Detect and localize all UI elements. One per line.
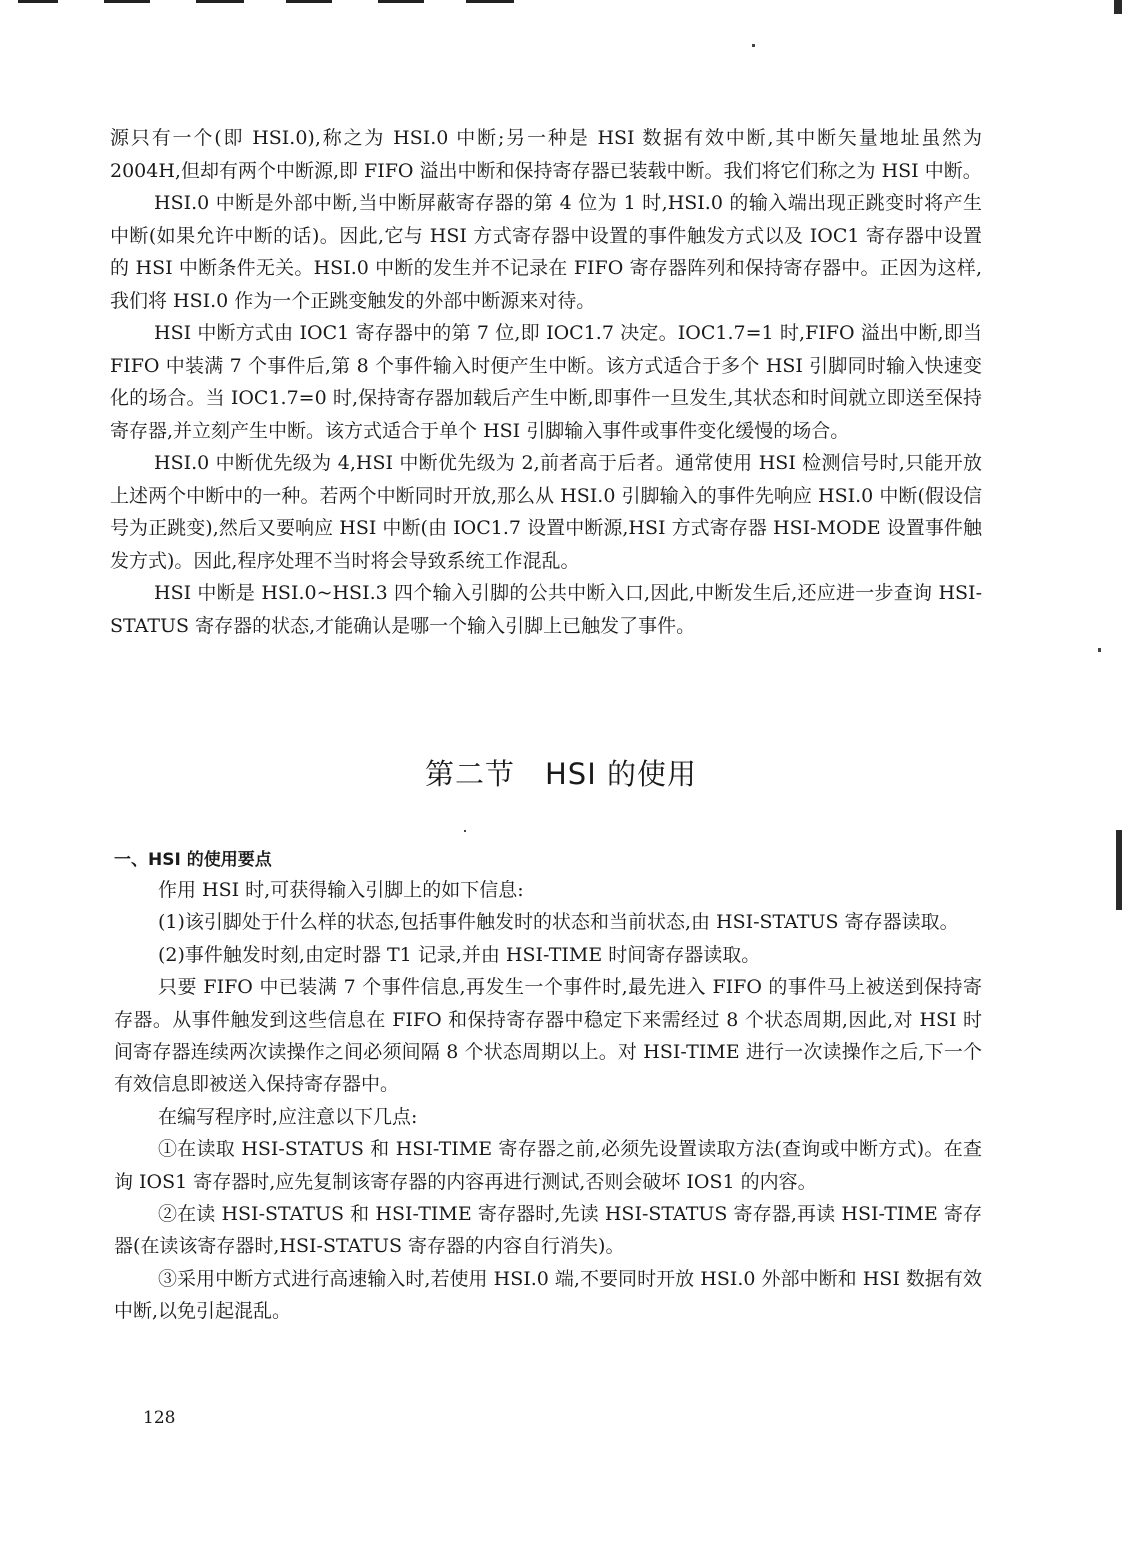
top-scan-rule [18,0,58,3]
body-paragraph: HSI.0 中断是外部中断,当中断屏蔽寄存器的第 4 位为 1 时,HSI.0 的输入端出现正跳变时将产生中断(如果允许中断的话)。因此,它与 HSI 方式寄存器中设置的事件触发方式以及 IOC1 寄存器中设置的 HSI 中断条件无关。HSI.0 中断的发生并不记录在 FIFO 寄存器阵列和保持寄存器中。正因为这样,我们将 HSI.0 作为一个正跳变触发的外部中断源来对待。 [110,192,982,312]
page-number: 128 [143,1408,176,1428]
body-paragraph: ②在读 HSI-STATUS 和 HSI-TIME 寄存器时,先读 HSI-STATUS 寄存器,再读 HSI-TIME 寄存器(在读该寄存器时,HSI-STATUS 寄存器的内容自行消失)。 [114,1203,982,1258]
continuation-block [110,122,982,642]
body-paragraph: (1)该引脚处于什么样的状态,包括事件触发时的状态和当前状态,由 HSI-STATUS 寄存器读取。 [158,911,959,934]
top-scan-rule [378,0,424,3]
scan-speck [1098,648,1101,652]
top-scan-rule [104,0,150,3]
right-scan-edge [1114,0,1122,14]
body-paragraph: HSI 中断是 HSI.0~HSI.3 四个输入引脚的公共中断入口,因此,中断发生后,还应进一步查询 HSI-STATUS 寄存器的状态,才能确认是哪一个输入引脚上已触发了事件。 [110,582,982,637]
section-title: 第二节 HSI 的使用 [425,757,697,791]
scan-speck [752,44,755,47]
top-scan-rule [466,0,514,3]
body-paragraph: (2)事件触发时刻,由定时器 T1 记录,并由 HSI-TIME 时间寄存器读取。 [158,943,761,966]
top-scan-rule [286,0,332,3]
body-paragraph: 在编写程序时,应注意以下几点: [158,1105,418,1128]
continuation-paragraph: 源只有一个(即 HSI.0),称之为 HSI.0 中断;另一种是 HSI 数据有效中断,其中断矢量地址虽然为 2004H,但却有两个中断源,即 FIFO 溢出中断和保持寄存器已装载中断。我们将它们称之为 HSI 中断。 [110,127,982,182]
body-paragraph: 只要 FIFO 中已装满 7 个事件信息,再发生一个事件时,最先进入 FIFO 的事件马上被送到保持寄存器。从事件触发到这些信息在 FIFO 和保持寄存器中稳定下来需经过 8 个状态周期,因此,对 HSI 时间寄存器连续两次读操作之间必须间隔 8 个状态周期以上。对 HSI-TIME 进行一次读操作之后,下一个有效信息即被送入保持寄存器中。 [114,976,982,1096]
scan-speck [464,830,466,832]
body-paragraph: ①在读取 HSI-STATUS 和 HSI-TIME 寄存器之前,必须先设置读取方法(查询或中断方式)。在查询 IOS1 寄存器时,应先复制该寄存器的内容再进行测试,否则会破坏 IOS1 的内容。 [114,1138,982,1193]
top-scan-rule [196,0,244,3]
body-paragraph: 作用 HSI 时,可获得输入引脚上的如下信息: [158,879,524,901]
body-paragraph: HSI.0 中断优先级为 4,HSI 中断优先级为 2,前者高于后者。通常使用 HSI 检测信号时,只能开放上述两个中断中的一种。若两个中断同时开放,那么从 HSI.0 引脚输入的事件先响应 HSI.0 中断(假设信号为正跳变),然后又要响应 HSI 中断(由 IOC1.7 设置中断源,HSI 方式寄存器 HSI-MODE 设置事件触发方式)。因此,程序处理不当时将会导致系统工作混乱。 [110,452,982,572]
subheading: 一、HSI 的使用要点 [114,850,272,870]
right-scan-edge [1116,830,1122,910]
section-body [114,874,982,1328]
body-paragraph: HSI 中断方式由 IOC1 寄存器中的第 7 位,即 IOC1.7 决定。IOC1.7=1 时,FIFO 溢出中断,即当 FIFO 中装满 7 个事件后,第 8 个事件输入时便产生中断。该方式适合于多个 HSI 引脚同时输入快速变化的场合。当 IOC1.7=0 时,保持寄存器加载后产生中断,即事件一旦发生,其状态和时间就立即送至保持寄存器,并立刻产生中断。该方式适合于单个 HSI 引脚输入事件或事件变化缓慢的场合。 [110,322,982,442]
body-paragraph: ③采用中断方式进行高速输入时,若使用 HSI.0 端,不要同时开放 HSI.0 外部中断和 HSI 数据有效中断,以免引起混乱。 [114,1267,982,1323]
